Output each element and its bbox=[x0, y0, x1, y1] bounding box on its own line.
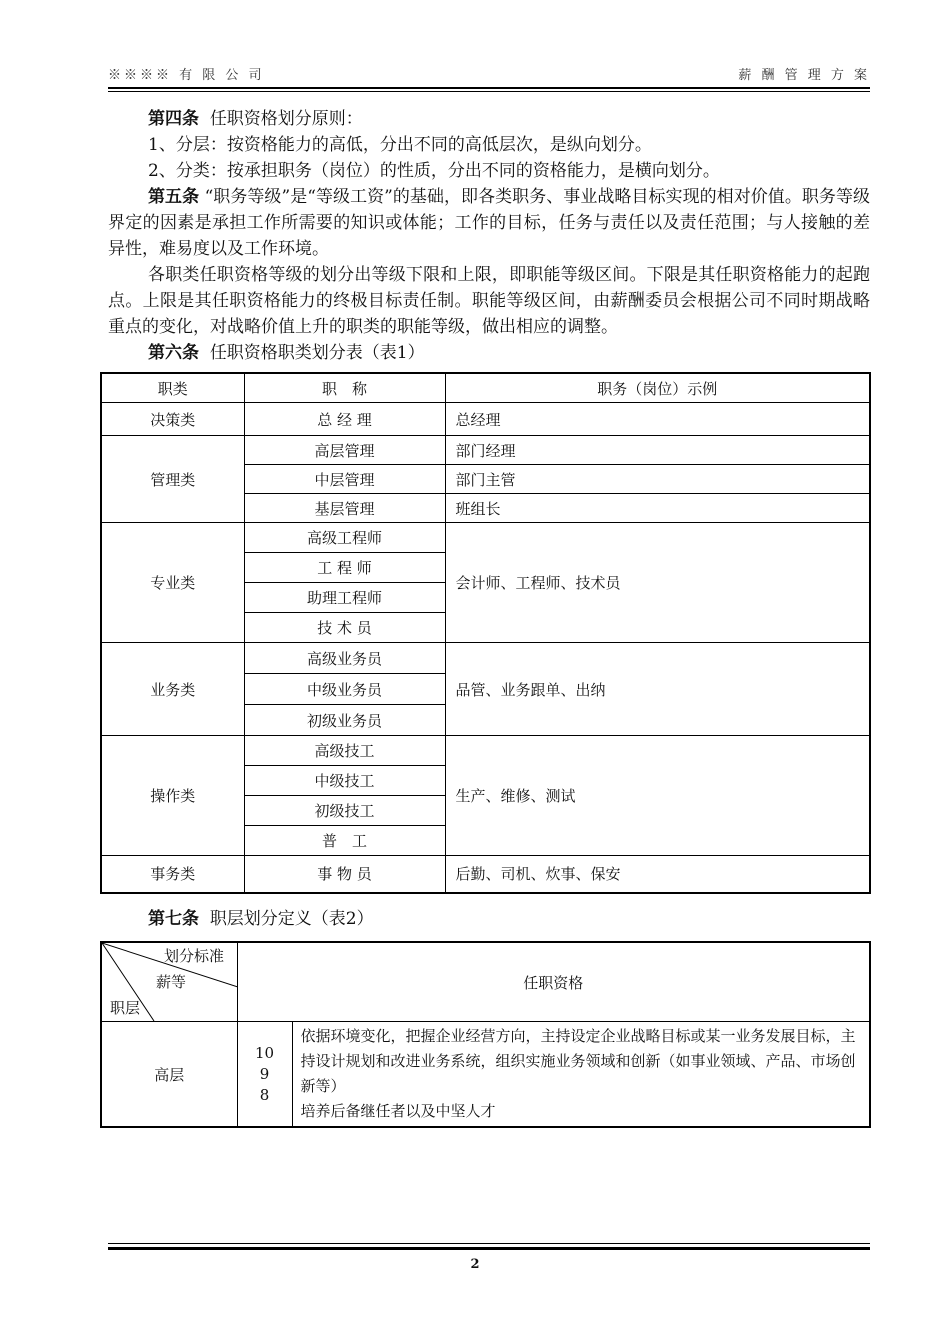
title-cell: 高级技工 bbox=[244, 736, 445, 766]
table-row bbox=[101, 403, 870, 436]
article4-label: 第四条 bbox=[148, 109, 199, 129]
grade-value: 10 bbox=[254, 1043, 275, 1062]
table-row bbox=[101, 1022, 870, 1128]
qualification-cell bbox=[292, 1022, 870, 1128]
table-row bbox=[101, 643, 870, 674]
article7-heading bbox=[148, 904, 374, 929]
header-rule bbox=[108, 87, 870, 89]
title-cell: 基层管理 bbox=[244, 494, 445, 523]
table2-corner-cell bbox=[101, 942, 237, 1022]
title-cell: 高层管理 bbox=[244, 436, 445, 465]
corner-top-label: 划分标准 bbox=[164, 947, 225, 965]
example-cell: 班组长 bbox=[445, 494, 870, 523]
level-definition-table bbox=[100, 941, 871, 1128]
company-name: ※※※※ 有 限 公 司 bbox=[108, 68, 265, 83]
title-cell: 工 程 师 bbox=[244, 553, 445, 583]
table2-header: 任职资格 bbox=[237, 942, 870, 1022]
table1-header-title: 职 称 bbox=[244, 373, 445, 403]
header-rule-thin bbox=[108, 91, 870, 92]
title-cell: 助理工程师 bbox=[244, 583, 445, 613]
grade-value: 9 bbox=[259, 1064, 270, 1083]
table1-header-examples: 职务（岗位）示例 bbox=[445, 373, 870, 403]
category-cell: 事务类 bbox=[101, 856, 244, 893]
article6-heading bbox=[108, 340, 870, 366]
grade-value: 8 bbox=[259, 1085, 270, 1104]
example-cell: 总经理 bbox=[445, 403, 870, 436]
table-row bbox=[101, 436, 870, 465]
title-cell: 技 术 员 bbox=[244, 613, 445, 643]
article5-text: “职务等级”是“等级工资”的基础，即各类职务、事业战略目标实现的相对价值。职务等级界定的因素是承担工作所需要的知识或体能；工作的目标，任务与责任以及责任范围；与人接触的差异性，难易度以及工作环境。 bbox=[108, 187, 871, 259]
example-cell: 后勤、司机、炊事、保安 bbox=[445, 856, 870, 893]
article5-label: 第五条 bbox=[148, 187, 200, 207]
title-cell: 高级工程师 bbox=[244, 523, 445, 553]
title-cell: 中级业务员 bbox=[244, 674, 445, 705]
page-number: 2 bbox=[470, 1257, 480, 1272]
example-cell: 会计师、工程师、技术员 bbox=[445, 523, 870, 643]
article7-label: 第七条 bbox=[148, 909, 199, 929]
corner-bottom-label: 职层 bbox=[110, 999, 141, 1017]
article4-title: 任职资格划分原则： bbox=[209, 109, 363, 129]
title-cell: 初级业务员 bbox=[244, 705, 445, 736]
example-cell: 部门经理 bbox=[445, 436, 870, 465]
level-cell: 高层 bbox=[101, 1022, 237, 1128]
footer-rule bbox=[108, 1247, 870, 1250]
category-cell: 专业类 bbox=[101, 523, 244, 643]
qualification-text: 依据环境变化，把握企业经营方向，主持设定企业战略目标或某一业务发展目标，主持设计规划和改进业务系统，组织实施业务领域和创新（如事业领域、产品、市场创新等） bbox=[300, 1027, 856, 1095]
page-header bbox=[108, 64, 870, 84]
article4-heading bbox=[108, 106, 870, 132]
table-row bbox=[101, 523, 870, 553]
article5-para2: 各职类任职资格等级的划分出等级下限和上限，即职能等级区间。下限是其任职资格能力的起跑点。上限是其任职资格能力的终极目标责任制。职能等级区间，由薪酬委员会根据公司不同时期战略重点的变化，对战略价值上升的职类的职能等级，做出相应的调整。 bbox=[108, 265, 870, 337]
table1-header-category: 职类 bbox=[101, 373, 244, 403]
example-cell: 品管、业务跟单、出纳 bbox=[445, 643, 870, 736]
corner-mid-label: 薪等 bbox=[156, 973, 187, 991]
qualification-text: 培养后备继任者以及中坚人才 bbox=[300, 1102, 496, 1120]
table-row bbox=[101, 736, 870, 766]
article6-title: 任职资格职类划分表（表1） bbox=[209, 343, 425, 363]
body-text bbox=[108, 106, 870, 366]
footer-rule-thin bbox=[108, 1243, 870, 1244]
title-cell: 初级技工 bbox=[244, 796, 445, 826]
title-cell: 普 工 bbox=[244, 826, 445, 856]
category-cell: 操作类 bbox=[101, 736, 244, 856]
article7-title: 职层划分定义（表2） bbox=[209, 909, 374, 929]
job-category-table bbox=[100, 372, 871, 894]
article4-item2: 2、分类：按承担职务（岗位）的性质，分出不同的资格能力，是横向划分。 bbox=[148, 161, 720, 181]
title-cell: 总 经 理 bbox=[244, 403, 445, 436]
title-cell: 高级业务员 bbox=[244, 643, 445, 674]
grade-cell bbox=[237, 1022, 292, 1128]
document-title: 薪 酬 管 理 方 案 bbox=[738, 68, 870, 83]
category-cell: 管理类 bbox=[101, 436, 244, 523]
title-cell: 事 物 员 bbox=[244, 856, 445, 893]
example-cell: 生产、维修、测试 bbox=[445, 736, 870, 856]
table2-header-row bbox=[101, 942, 870, 1022]
title-cell: 中级技工 bbox=[244, 766, 445, 796]
article6-label: 第六条 bbox=[148, 343, 199, 363]
table-row bbox=[101, 856, 870, 893]
category-cell: 业务类 bbox=[101, 643, 244, 736]
article5-para1 bbox=[108, 184, 870, 262]
table1-header-row bbox=[101, 373, 870, 403]
example-cell: 部门主管 bbox=[445, 465, 870, 494]
article4-item1: 1、分层：按资格能力的高低，分出不同的高低层次，是纵向划分。 bbox=[148, 135, 652, 155]
category-cell: 决策类 bbox=[101, 403, 244, 436]
title-cell: 中层管理 bbox=[244, 465, 445, 494]
